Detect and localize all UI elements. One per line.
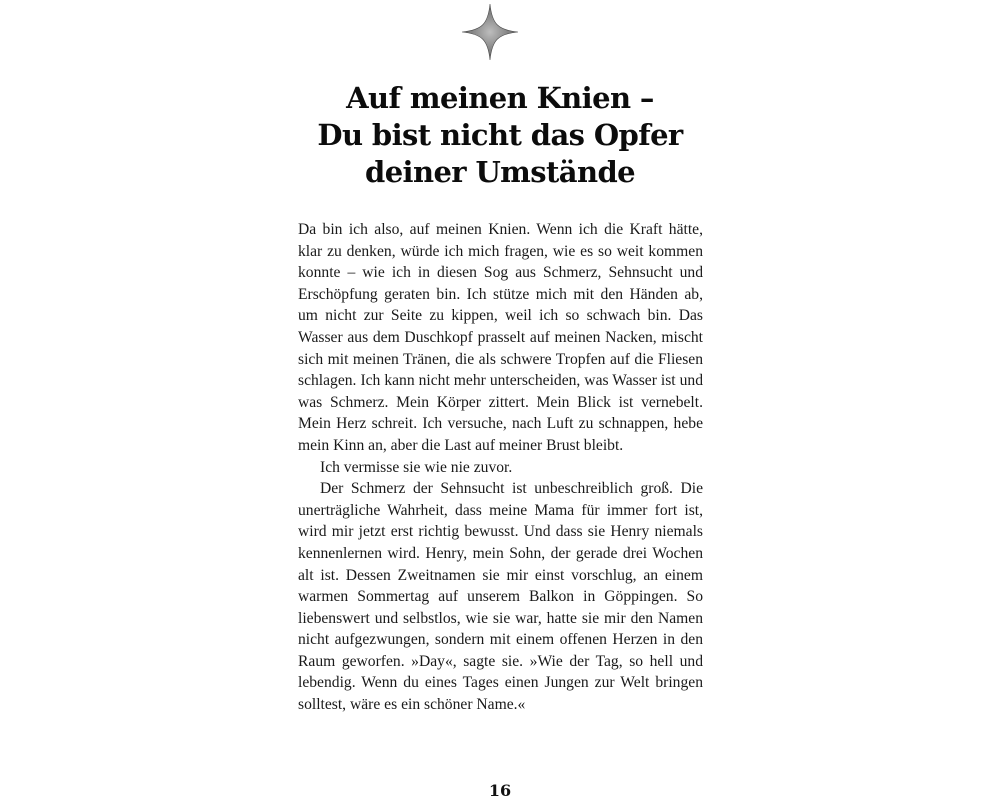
title-line-2: Du bist nicht das Opfer (317, 118, 683, 152)
four-point-star-icon (460, 2, 520, 62)
chapter-title (250, 80, 750, 191)
title-line-3: deiner Umstände (365, 155, 635, 189)
title-line-1: Auf meinen Knien – (346, 81, 654, 115)
paragraph-3: Der Schmerz der Sehnsucht ist unbeschreiblich groß. Die unerträgliche Wahrheit, dass meine Mama für immer fort ist, wird mir jetzt erst richtig bewusst. Und dass sie Henry niemals kennenlernen wird. Henry, mein Sohn, der gerade drei Wochen alt ist. Dessen Zweitnamen sie mir einst vorschlug, an einem warmen Sommertag auf unserem Balkon in Göppingen. So liebenswert und selbstlos, wie sie war, hatte sie mir den Namen nicht aufgezwungen, sondern mit einem offenen Herzen in den Raum geworfen. »Day«, sagte sie. »Wie der Tag, so hell und lebendig. Wenn du eines Tages einen Jungen zur Welt bringen solltest, wäre es ein schöner Name.« (298, 480, 703, 714)
paragraph-1: Da bin ich also, auf meinen Knien. Wenn ich die Kraft hätte, klar zu denken, würde ich mich fragen, wie es so weit kommen konnte – wie ich in diesen Sog aus Schmerz, Sehnsucht und Erschöpfung geraten bin. Ich stütze mich mit den Händen ab, um nicht zur Seite zu kippen, weil ich so schwach bin. Das Wasser aus dem Duschkopf prasselt auf meinen Nacken, mischt sich mit meinen Tränen, die als schwere Tropfen auf die Fliesen schlagen. Ich kann nicht mehr unterscheiden, was Wasser ist und was Schmerz. Mein Körper zittert. Mein Blick ist vernebelt. Mein Herz schreit. Ich versuche, nach Luft zu schnappen, hebe mein Kinn an, aber die Last auf meiner Brust bleibt. (298, 221, 703, 454)
body-text (298, 219, 703, 716)
paragraph-2: Ich vermisse sie wie nie zuvor. (320, 458, 513, 476)
page-number: 16 (488, 781, 512, 800)
